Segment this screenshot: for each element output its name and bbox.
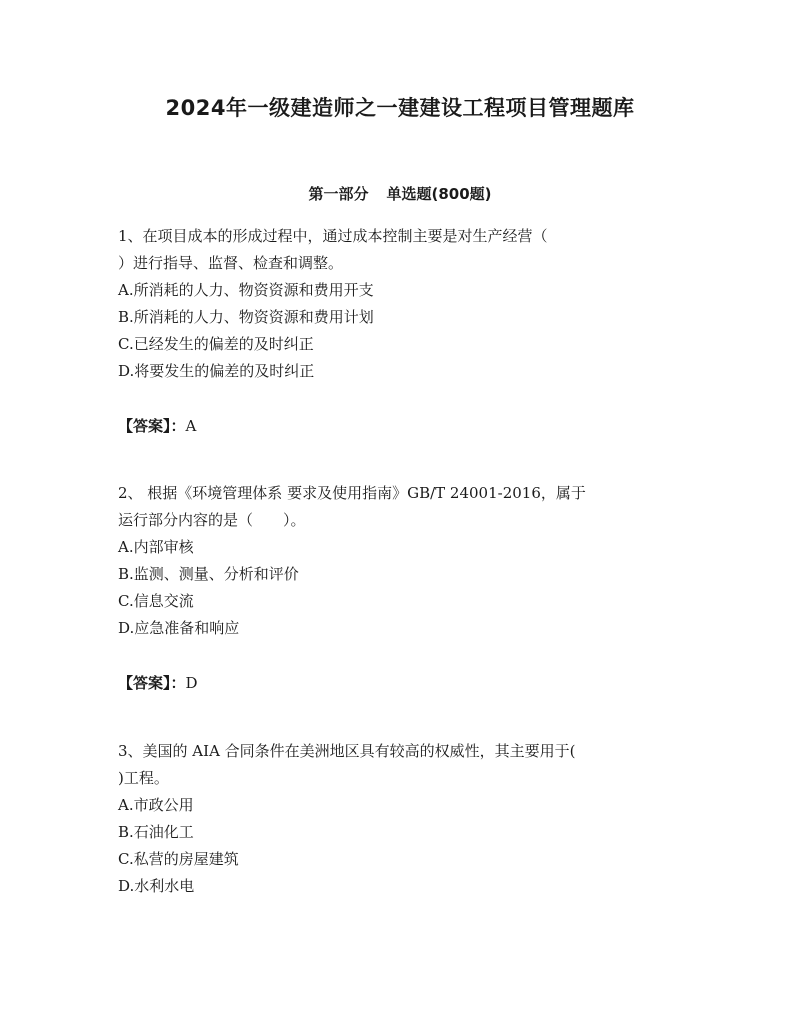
option-d: D.应急准备和响应: [118, 619, 240, 637]
document-title: 2024年一级建造师之一建建设工程项目管理题库: [165, 96, 635, 120]
option-b: B.所消耗的人力、物资资源和费用计划: [118, 308, 374, 326]
option-c: C.已经发生的偏差的及时纠正: [118, 335, 314, 353]
answer-value: A: [185, 417, 197, 435]
question-stem-line: 2、 根据《环境管理体系 要求及使用指南》GB/T 24001-2016，属于: [118, 484, 586, 502]
question-block: [118, 480, 678, 697]
question-block: [118, 738, 678, 900]
section-part: 第一部分: [308, 185, 369, 203]
answer-label: 【答案】：: [118, 674, 186, 692]
option-c: C.私营的房屋建筑: [118, 850, 239, 868]
question-block: [118, 223, 678, 440]
question-stem-line: 运行部分内容的是（ ）。: [118, 511, 306, 529]
question-stem-line: )工程。: [118, 769, 169, 787]
answer-value: D: [185, 674, 198, 692]
question-stem-line: 3、美国的 AIA 合同条件在美洲地区具有较高的权威性，其主要用于(: [118, 742, 576, 760]
section-heading: [0, 182, 800, 206]
answer-line: [118, 670, 678, 697]
option-b: B.石油化工: [118, 823, 194, 841]
option-c: C.信息交流: [118, 592, 194, 610]
answer-label: 【答案】：: [118, 417, 186, 435]
option-a: A.内部审核: [118, 538, 194, 556]
question-stem-line: 1、在项目成本的形成过程中，通过成本控制主要是对生产经营（: [118, 227, 548, 245]
option-d: D.水利水电: [118, 877, 195, 895]
question-stem-line: ）进行指导、监督、检查和调整。: [118, 254, 344, 272]
option-a: A.所消耗的人力、物资资源和费用开支: [118, 281, 374, 299]
option-b: B.监测、测量、分析和评价: [118, 565, 299, 583]
option-d: D.将要发生的偏差的及时纠正: [118, 362, 315, 380]
answer-line: [118, 413, 678, 440]
option-a: A.市政公用: [118, 796, 194, 814]
section-name: 单选题(800题): [386, 185, 492, 203]
